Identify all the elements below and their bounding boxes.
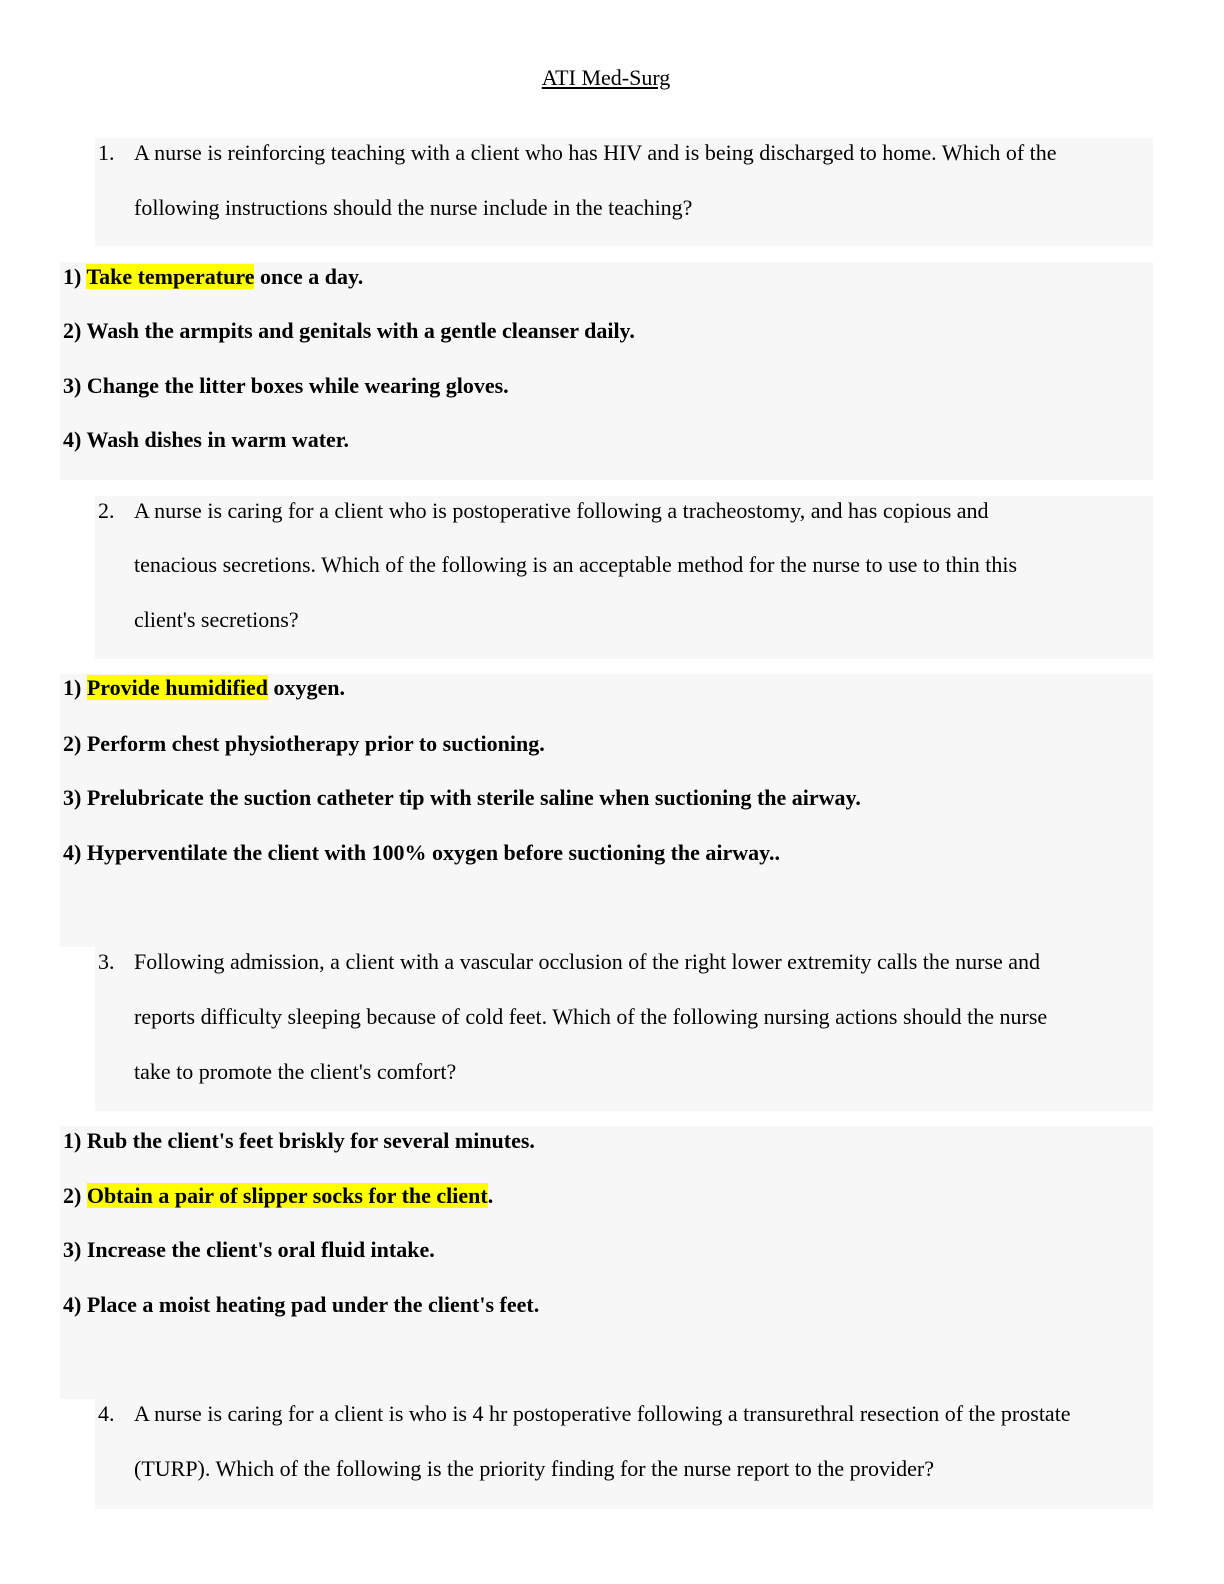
option-4: 4) Wash dishes in warm water.: [63, 427, 350, 452]
question-number: 1.: [98, 140, 115, 165]
question-number: 3.: [98, 949, 115, 974]
question-text-line: client's secretions?: [134, 607, 299, 632]
question-text-line: A nurse is caring for a client is who is 4 hr postoperative following a transurethral resection of the prostate: [134, 1401, 1071, 1426]
answer-options-1: [60, 262, 1153, 480]
question-4: [95, 1399, 1153, 1509]
option-3: 3) Change the litter boxes while wearing gloves.: [63, 373, 509, 398]
option-2: 2) Obtain a pair of slipper socks for the client.: [63, 1183, 494, 1208]
document-title: ATI Med-Surg: [541, 65, 671, 90]
question-text-line: (TURP). Which of the following is the priority finding for the nurse report to the provider?: [134, 1456, 934, 1481]
question-text-line: following instructions should the nurse include in the teaching?: [134, 195, 693, 220]
question-3: [95, 947, 1153, 1111]
highlighted-answer: Obtain a pair of slipper socks for the client: [86, 1183, 488, 1208]
highlighted-answer: Take temperature: [86, 264, 255, 289]
question-1: [95, 138, 1153, 246]
option-1: 1) Provide humidified oxygen.: [63, 675, 345, 700]
option-3: 3) Increase the client's oral fluid intake.: [63, 1237, 435, 1262]
question-text-line: reports difficulty sleeping because of cold feet. Which of the following nursing actions should the nurse: [134, 1004, 1048, 1029]
option-1: 1) Take temperature once a day.: [63, 264, 364, 289]
option-4: 4) Place a moist heating pad under the client's feet.: [63, 1292, 540, 1317]
question-text-line: Following admission, a client with a vascular occlusion of the right lower extremity calls the nurse and: [134, 949, 1041, 974]
highlighted-answer: Provide humidified: [86, 675, 268, 700]
option-1: 1) Rub the client's feet briskly for several minutes.: [63, 1128, 535, 1153]
question-text-line: A nurse is caring for a client who is postoperative following a tracheostomy, and has copious and: [134, 498, 989, 523]
question-text-line: tenacious secretions. Which of the following is an acceptable method for the nurse to use to thin this: [134, 552, 1018, 577]
question-2: [95, 496, 1153, 659]
option-4: 4) Hyperventilate the client with 100% oxygen before suctioning the airway..: [63, 840, 780, 865]
option-3: 3) Prelubricate the suction catheter tip with sterile saline when suctioning the airway.: [63, 785, 861, 810]
question-text-line: take to promote the client's comfort?: [134, 1059, 457, 1084]
option-2: 2) Perform chest physiotherapy prior to suctioning.: [63, 731, 545, 756]
question-number: 2.: [98, 498, 115, 523]
answer-options-2: [60, 674, 1153, 947]
answer-options-3: [60, 1126, 1153, 1399]
question-number: 4.: [98, 1401, 115, 1426]
question-text-line: A nurse is reinforcing teaching with a client who has HIV and is being discharged to home. Which of the: [134, 140, 1057, 165]
option-2: 2) Wash the armpits and genitals with a gentle cleanser daily.: [63, 318, 635, 343]
